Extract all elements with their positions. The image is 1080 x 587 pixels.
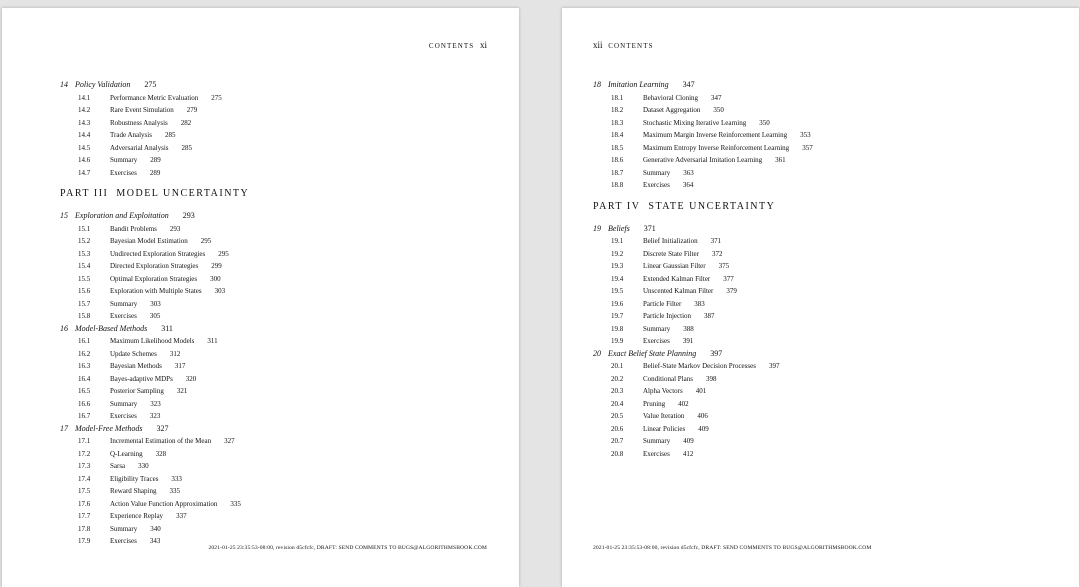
section-page: 275 (211, 93, 222, 102)
section-entry (593, 385, 1063, 398)
section-number: 17.8 (78, 524, 91, 533)
section-title: Summary (110, 524, 138, 533)
running-header (429, 40, 487, 50)
section-title: Dataset Aggregation (643, 106, 701, 114)
section-entry (60, 310, 519, 323)
section-page: 377 (723, 274, 734, 283)
section-page: 397 (768, 362, 780, 370)
section-title: Stochastic Mixing Iterative Learning (643, 118, 747, 127)
section-entry (593, 360, 1063, 373)
section-page: 293 (169, 224, 181, 233)
section-title: Linear Gaussian Filter (643, 262, 706, 270)
section-page: 340 (150, 524, 161, 533)
section-page: 335 (169, 487, 180, 495)
section-number: 18.4 (611, 131, 624, 139)
section-page: 388 (683, 324, 694, 333)
section-number: 17.9 (78, 537, 91, 545)
header-page-number: xi (479, 40, 487, 50)
section-number: 19.4 (611, 274, 624, 283)
section-page: 353 (800, 131, 811, 139)
section-page: 311 (207, 337, 218, 345)
toc-page-left (2, 8, 519, 587)
section-entry (60, 298, 519, 311)
part-label: PART IV (593, 200, 641, 212)
section-page: 363 (683, 168, 694, 177)
chapter-number: 16 (60, 323, 68, 333)
section-entry (593, 398, 1063, 411)
section-page: 303 (214, 287, 226, 295)
section-title: Exercises (110, 168, 137, 177)
section-number: 15.5 (78, 274, 91, 283)
section-page: 372 (711, 249, 723, 258)
section-entry (593, 129, 1063, 142)
section-entry (60, 260, 519, 273)
section-number: 14.3 (78, 118, 91, 127)
section-page: 323 (149, 412, 161, 420)
section-page: 406 (697, 412, 708, 420)
section-number: 20.3 (611, 387, 624, 395)
section-page: 333 (171, 474, 182, 483)
draft-footer: 2021-01-25 23:35:53-08:00, revision d5cfcfc, DRAFT: SEND COMMENTS TO BUGS@ALGORITHMSBOOK.COM (208, 545, 487, 551)
section-title: Robustness Analysis (110, 118, 168, 127)
section-number: 19.7 (611, 312, 624, 320)
chapter-page: 293 (182, 211, 195, 220)
section-number: 14.4 (78, 131, 91, 139)
section-entry (60, 460, 519, 473)
section-number: 17.3 (78, 462, 91, 470)
section-page: 282 (180, 118, 192, 127)
chapter-page: 311 (161, 323, 173, 333)
section-number: 16.1 (78, 337, 91, 345)
section-page: 357 (802, 143, 813, 152)
section-entry (593, 410, 1063, 423)
chapter-entry (593, 348, 1063, 361)
section-number: 16.4 (78, 374, 91, 383)
section-entry (60, 510, 519, 523)
section-page: 337 (176, 512, 187, 520)
section-page: 350 (759, 118, 770, 127)
section-title: Incremental Estimation of the Mean (110, 437, 212, 445)
section-page: 289 (150, 156, 161, 164)
section-entry (60, 285, 519, 298)
section-entry (593, 179, 1063, 192)
section-title: Maximum Margin Inverse Reinforcement Learning (643, 131, 788, 139)
section-number: 14.6 (78, 156, 91, 164)
section-entry (60, 435, 519, 448)
section-page: 409 (698, 424, 709, 433)
section-entry (60, 385, 519, 398)
section-title: Exercises (110, 312, 137, 320)
chapter-page: 347 (682, 80, 695, 89)
section-title: Eligibility Traces (110, 474, 159, 483)
section-title: Sarsa (110, 462, 126, 470)
section-title: Belief-State Markov Decision Processes (643, 362, 756, 370)
section-entry (593, 154, 1063, 167)
section-title: Alpha Vectors (643, 387, 683, 395)
section-entry (60, 167, 519, 180)
section-title: Adversarial Analysis (110, 143, 169, 152)
chapter-page: 327 (156, 423, 169, 433)
chapter-entry (60, 423, 519, 436)
section-page: 401 (695, 387, 707, 395)
section-page: 375 (718, 262, 730, 270)
section-title: Behavioral Cloning (643, 93, 699, 102)
section-entry (593, 167, 1063, 180)
section-number: 18.8 (611, 181, 624, 189)
section-entry (593, 448, 1063, 461)
section-title: Discrete State Filter (643, 249, 699, 258)
header-label: CONTENTS (608, 42, 654, 50)
section-number: 17.4 (78, 474, 91, 483)
section-page: 320 (185, 374, 197, 383)
section-number: 19.9 (611, 337, 624, 345)
section-title: Maximum Likelihood Models (110, 337, 195, 345)
section-entry (593, 92, 1063, 105)
section-title: Exploration with Multiple States (110, 287, 202, 295)
section-title: Rare Event Simulation (110, 106, 174, 114)
section-entry (60, 335, 519, 348)
section-number: 19.6 (611, 299, 624, 308)
section-title: Exercises (110, 537, 137, 545)
section-title: Exercises (643, 449, 670, 458)
section-entry (60, 92, 519, 105)
chapter-title: Policy Validation (75, 80, 131, 89)
section-page: 387 (704, 312, 715, 320)
section-page: 343 (149, 537, 161, 545)
chapter-number: 17 (60, 423, 68, 433)
section-page: 327 (224, 437, 235, 445)
section-page: 391 (682, 337, 694, 345)
section-title: Generative Adversarial Imitation Learning (643, 156, 763, 164)
chapter-entry (60, 210, 519, 223)
section-number: 20.2 (611, 374, 624, 383)
header-page-number: xii (593, 40, 603, 50)
section-title: Reward Shaping (110, 487, 157, 495)
section-title: Particle Injection (643, 312, 692, 320)
chapter-entry (60, 79, 519, 92)
section-page: 335 (230, 499, 241, 508)
section-title: Q-Learning (110, 449, 143, 458)
section-title: Value Iteration (643, 412, 685, 420)
part-heading (60, 187, 519, 201)
section-title: Exercises (643, 337, 670, 345)
section-title: Exercises (110, 412, 137, 420)
section-page: 402 (678, 399, 689, 408)
section-entry (593, 248, 1063, 261)
section-number: 15.2 (78, 237, 91, 245)
section-page: 285 (181, 143, 193, 152)
section-entry (593, 235, 1063, 248)
section-title: Undirected Exploration Strategies (110, 249, 206, 258)
section-title: Belief Initialization (643, 237, 698, 245)
section-title: Maximum Entropy Inverse Reinforcement Learning (643, 143, 790, 152)
section-entry (593, 323, 1063, 336)
section-page: 383 (694, 299, 705, 308)
section-title: Summary (643, 324, 671, 333)
section-number: 18.3 (611, 118, 624, 127)
section-number: 18.7 (611, 168, 624, 177)
section-number: 14.2 (78, 106, 91, 114)
section-title: Directed Exploration Strategies (110, 262, 199, 270)
section-entry (60, 235, 519, 248)
section-page: 364 (682, 181, 694, 189)
section-page: 323 (150, 399, 161, 408)
section-page: 295 (218, 249, 229, 258)
section-title: Summary (110, 399, 138, 408)
chapter-title: Exploration and Exploitation (75, 211, 169, 220)
section-number: 17.7 (78, 512, 91, 520)
section-number: 14.7 (78, 168, 91, 177)
chapter-title: Model-Based Methods (75, 323, 148, 333)
section-number: 15.4 (78, 262, 91, 270)
section-title: Action Value Function Approximation (110, 499, 218, 508)
chapter-number: 19 (593, 223, 601, 233)
section-entry (593, 260, 1063, 273)
section-entry (593, 104, 1063, 117)
section-title: Trade Analysis (110, 131, 152, 139)
section-page: 289 (149, 168, 161, 177)
section-entry (60, 348, 519, 361)
section-page: 409 (683, 437, 694, 445)
section-number: 19.8 (611, 324, 624, 333)
section-number: 18.1 (611, 93, 624, 102)
part-label: PART III (60, 188, 109, 199)
section-entry (60, 154, 519, 167)
section-entry (60, 523, 519, 536)
section-number: 15.7 (78, 299, 91, 308)
section-title: Conditional Plans (643, 374, 693, 383)
chapter-entry (60, 323, 519, 336)
section-page: 317 (174, 362, 186, 370)
part-title: MODEL UNCERTAINTY (116, 188, 250, 199)
section-number: 20.4 (611, 399, 624, 408)
chapter-title: Beliefs (608, 223, 630, 233)
section-entry (60, 360, 519, 373)
section-number: 19.1 (611, 237, 624, 245)
section-page: 371 (710, 237, 722, 245)
part-title: STATE UNCERTAINTY (648, 200, 776, 212)
section-entry (60, 248, 519, 261)
chapter-number: 15 (60, 211, 68, 220)
section-page: 330 (138, 462, 149, 470)
section-entry (593, 273, 1063, 286)
section-title: Summary (110, 156, 138, 164)
section-title: Bayesian Model Estimation (110, 237, 188, 245)
section-number: 18.2 (611, 106, 624, 114)
section-title: Experience Replay (110, 512, 164, 520)
section-number: 17.2 (78, 449, 91, 458)
section-number: 16.3 (78, 362, 91, 370)
section-page: 398 (705, 374, 717, 383)
toc-list (60, 79, 519, 548)
section-entry (60, 448, 519, 461)
toc-list (593, 79, 1063, 460)
section-title: Particle Filter (643, 299, 682, 308)
running-header (593, 40, 654, 50)
section-title: Performance Metric Evaluation (110, 93, 199, 102)
section-number: 16.6 (78, 399, 91, 408)
section-entry (593, 435, 1063, 448)
section-entry (593, 423, 1063, 436)
section-entry (593, 298, 1063, 311)
section-entry (60, 373, 519, 386)
section-title: Exercises (643, 181, 670, 189)
section-entry (60, 129, 519, 142)
section-title: Summary (643, 437, 671, 445)
section-page: 295 (200, 237, 212, 245)
section-entry (593, 142, 1063, 155)
section-title: Pruning (643, 399, 666, 408)
section-title: Bayesian Methods (110, 362, 162, 370)
section-number: 18.5 (611, 143, 624, 152)
section-title: Unscented Kalman Filter (643, 287, 714, 295)
section-entry (60, 498, 519, 511)
section-number: 19.3 (611, 262, 624, 270)
section-entry (593, 310, 1063, 323)
chapter-title: Imitation Learning (608, 80, 669, 89)
section-entry (593, 335, 1063, 348)
section-number: 15.6 (78, 287, 91, 295)
section-number: 15.1 (78, 224, 91, 233)
section-number: 20.7 (611, 437, 624, 445)
section-page: 350 (713, 106, 724, 114)
section-title: Optimal Exploration Strategies (110, 274, 198, 283)
section-entry (60, 117, 519, 130)
section-number: 16.7 (78, 412, 91, 420)
chapter-page: 371 (643, 223, 656, 233)
part-heading (593, 200, 1063, 214)
section-page: 361 (775, 156, 786, 164)
section-number: 19.5 (611, 287, 624, 295)
section-page: 312 (169, 349, 181, 358)
section-entry (60, 398, 519, 411)
section-number: 18.6 (611, 156, 624, 164)
section-number: 16.5 (78, 387, 91, 395)
chapter-page: 275 (144, 80, 157, 89)
section-number: 14.5 (78, 143, 91, 152)
section-number: 15.8 (78, 312, 91, 320)
section-entry (593, 117, 1063, 130)
section-page: 285 (164, 131, 176, 139)
section-page: 347 (711, 93, 722, 102)
section-entry (60, 473, 519, 486)
chapter-entry (593, 79, 1063, 92)
section-title: Summary (110, 299, 138, 308)
section-title: Bandit Problems (110, 224, 157, 233)
section-entry (60, 485, 519, 498)
section-page: 305 (149, 312, 161, 320)
section-title: Update Schemes (110, 349, 157, 358)
section-title: Summary (643, 168, 671, 177)
section-page: 321 (176, 387, 188, 395)
section-number: 19.2 (611, 249, 624, 258)
section-number: 20.1 (611, 362, 624, 370)
section-page: 299 (211, 262, 222, 270)
section-number: 20.5 (611, 412, 624, 420)
header-label: CONTENTS (428, 42, 475, 50)
section-page: 300 (210, 274, 221, 283)
section-number: 17.6 (78, 499, 91, 508)
section-number: 16.2 (78, 349, 91, 358)
section-number: 20.6 (611, 424, 624, 433)
chapter-number: 18 (593, 80, 601, 89)
section-entry (60, 273, 519, 286)
section-page: 328 (155, 449, 167, 458)
chapter-title: Exact Belief State Planning (608, 348, 697, 358)
section-entry (593, 285, 1063, 298)
section-title: Linear Policies (643, 424, 686, 433)
chapter-number: 14 (60, 80, 68, 89)
section-title: Posterior Sampling (110, 387, 164, 395)
section-entry (60, 142, 519, 155)
draft-footer: 2021-01-25 23:35:53-08:00, revision d5cfcfc, DRAFT: SEND COMMENTS TO BUGS@ALGORITHMSBOOK.COM (593, 545, 872, 551)
section-entry (60, 410, 519, 423)
section-page: 279 (186, 106, 198, 114)
section-page: 412 (682, 449, 694, 458)
section-number: 15.3 (78, 249, 91, 258)
chapter-entry (593, 223, 1063, 236)
section-title: Bayes-adaptive MDPs (110, 374, 173, 383)
section-entry (60, 104, 519, 117)
section-page: 379 (726, 287, 737, 295)
section-entry (60, 223, 519, 236)
section-number: 17.5 (78, 487, 91, 495)
chapter-page: 397 (710, 348, 723, 358)
chapter-number: 20 (593, 348, 601, 358)
section-entry (593, 373, 1063, 386)
section-page: 303 (150, 299, 161, 308)
section-number: 20.8 (611, 449, 624, 458)
chapter-title: Model-Free Methods (75, 423, 143, 433)
section-title: Extended Kalman Filter (643, 274, 711, 283)
toc-page-right (562, 8, 1079, 587)
section-number: 14.1 (78, 93, 91, 102)
section-number: 17.1 (78, 437, 91, 445)
